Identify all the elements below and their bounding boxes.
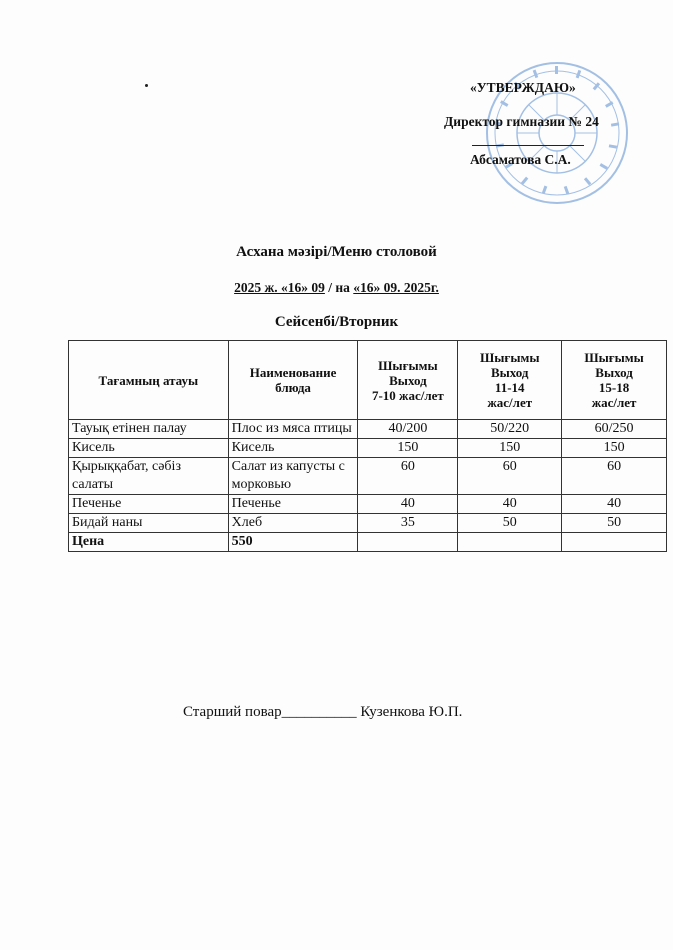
- menu-table: [68, 340, 667, 552]
- table-cell: Хлеб: [228, 514, 358, 533]
- table-cell: Бидай наны: [69, 514, 229, 533]
- table-body: [69, 420, 667, 552]
- day-title: Сейсенбі/Вторник: [274, 314, 399, 330]
- table-cell: Плос из мяса птицы: [228, 420, 358, 439]
- header-line: Шығымы: [584, 350, 644, 365]
- header-line: 11-14: [494, 380, 525, 395]
- cook-signature: Старший повар__________ Кузенкова Ю.П.: [183, 704, 463, 720]
- empty-cell: [562, 533, 667, 552]
- table-cell: Тауық етінен палау: [69, 420, 229, 439]
- header-line: Выход: [595, 365, 633, 380]
- date-separator: / на: [324, 280, 354, 295]
- table-row: [69, 458, 667, 495]
- table-cell: 40/200: [358, 420, 458, 439]
- table-header-cell: [358, 341, 458, 420]
- table-cell: 50: [562, 514, 667, 533]
- table-header-cell: [69, 341, 229, 420]
- table-cell: Салат из капусты с морковью: [228, 458, 358, 495]
- table-cell: 50: [458, 514, 562, 533]
- table-header-cell: [458, 341, 562, 420]
- table-row: [69, 495, 667, 514]
- date-part-2: «16» 09. 2025г.: [353, 280, 439, 295]
- price-row: [69, 533, 667, 552]
- header-line: Шығымы: [378, 357, 438, 373]
- table-cell: 40: [358, 495, 458, 514]
- table-cell: Печенье: [228, 495, 358, 514]
- table-row: [69, 514, 667, 533]
- header-line: Тағамның атауы: [98, 372, 199, 388]
- table-cell: 150: [562, 439, 667, 458]
- header-line: Выход: [389, 372, 427, 388]
- date-line: [0, 280, 673, 296]
- table-row: [69, 439, 667, 458]
- table-cell: 150: [458, 439, 562, 458]
- table-cell: Қырыққабат, сәбіз салаты: [69, 458, 229, 495]
- approval-title: «УТВЕРЖДАЮ»: [470, 80, 576, 95]
- table-cell: Кисель: [228, 439, 358, 458]
- table-cell: 40: [562, 495, 667, 514]
- speck: [145, 84, 148, 87]
- approval-name: Абсаматова С.А.: [470, 152, 571, 167]
- empty-cell: [458, 533, 562, 552]
- table-header-cell: [562, 341, 667, 420]
- table-header-cell: [228, 341, 358, 420]
- table-cell: 150: [358, 439, 458, 458]
- header-line: Наименование: [249, 365, 337, 380]
- header-line: жас/лет: [591, 395, 637, 410]
- approval-director: Директор гимназии № 24: [444, 114, 599, 129]
- price-label: Цена: [69, 533, 229, 552]
- empty-cell: [358, 533, 458, 552]
- header-line: жас/лет: [487, 395, 533, 410]
- table-cell: Печенье: [69, 495, 229, 514]
- table-cell: Кисель: [69, 439, 229, 458]
- header-line: 7-10 жас/лет: [371, 387, 444, 403]
- price-value: 550: [228, 533, 358, 552]
- header-line: 15-18: [598, 380, 630, 395]
- table-cell: 60: [458, 458, 562, 495]
- table-cell: 40: [458, 495, 562, 514]
- table-header-row: [69, 341, 667, 420]
- table-cell: 60/250: [562, 420, 667, 439]
- header-line: блюда: [275, 380, 311, 395]
- header-line: Выход: [490, 365, 529, 380]
- table-cell: 50/220: [458, 420, 562, 439]
- menu-title: Асхана мәзірі/Меню столовой: [236, 244, 437, 260]
- table-cell: 60: [358, 458, 458, 495]
- table-cell: 35: [358, 514, 458, 533]
- date-part-1: 2025 ж. «16» 09: [234, 280, 325, 295]
- table-row: [69, 420, 667, 439]
- table-cell: 60: [562, 458, 667, 495]
- header-line: Шығымы: [479, 350, 540, 365]
- signature-line: [472, 145, 584, 146]
